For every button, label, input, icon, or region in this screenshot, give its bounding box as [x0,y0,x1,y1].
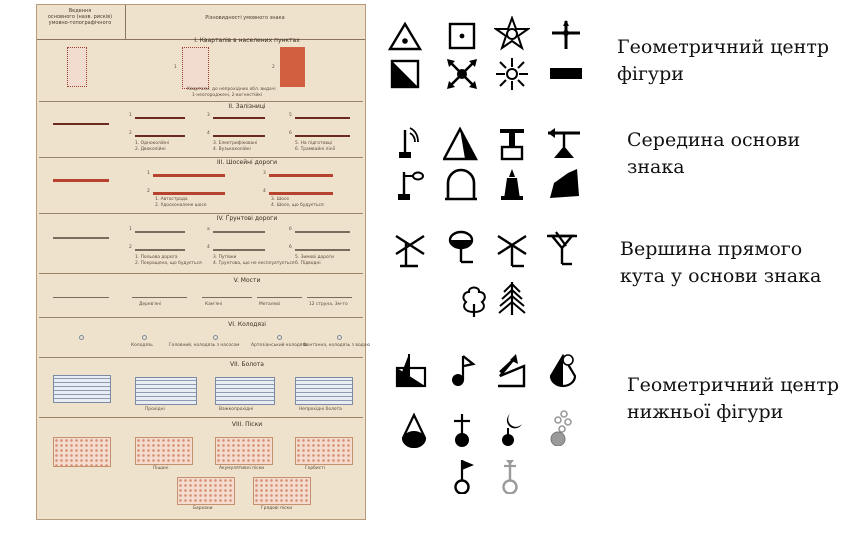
header-left-line: Ведення [68,8,92,14]
half-square-icon [387,56,423,92]
caption-line: знака [627,156,685,178]
sand-pattern [253,477,311,505]
radio-tower-icon [390,124,426,160]
triangle-dot-icon [387,18,423,54]
rail-label: 4. Вузькоколійні [213,147,251,152]
highway-label: 4. Шосе, що будується [271,203,324,208]
swamp-pattern [53,375,111,403]
section-divider [39,417,363,418]
sand-pattern [135,437,193,465]
sand-pattern [177,477,235,505]
cup-icon [443,230,479,266]
caption-geometric-center [617,34,829,88]
pillar-icon [494,126,530,162]
num-label: а [207,227,210,232]
quarter-note: Квартали: до непрохідних обл. видачі [187,87,276,92]
conifer-tree-icon [494,280,530,316]
section-divider [39,273,363,274]
caption-right-angle-vertex [620,236,821,290]
rail-label: 6. Трамвайні лінії [295,147,336,152]
monument-icon [494,166,530,202]
highway-line [153,192,225,195]
swamp-pattern [295,377,353,405]
sand-label: Горбисті [305,466,325,471]
num-label: 3 [263,171,266,176]
well-label: Колодязь [131,343,153,348]
well-dot [79,335,84,340]
section-divider [39,357,363,358]
section-divider [39,101,363,102]
legend-sheet-image [36,4,371,520]
teardrop-icon [396,412,432,448]
rail-label: 2. Двоколійні [135,147,166,152]
well-dot [142,335,147,340]
dirt-road-line [295,249,350,251]
quarter-block-red [280,47,305,87]
num-label: 5 [289,113,292,118]
gray-stand-icon [494,458,530,494]
dirt-road-line [295,231,350,233]
header-left-line: основного (назв. рисків) [47,14,113,20]
caption-line: кута у основи знака [620,265,822,287]
num-label: 4 [207,131,210,136]
highway-line [269,192,333,195]
bridge-line [307,297,352,298]
section-title-sands: VIII. Піски [231,421,263,428]
highway-line [53,179,109,182]
rail-line [295,117,350,119]
caption-line: Геометричний центр [617,36,830,58]
bridge-line [202,297,252,298]
rail-line [213,117,265,119]
arch-icon [443,166,479,202]
rail-line [295,135,350,137]
bridge-label: Дерев'яні [139,302,162,307]
caption-lower-figure-center [627,372,839,426]
rail-line [135,117,185,119]
star-circle-icon [494,16,530,52]
section-title-railways: II. Залізниці [228,103,266,110]
quarter-block-dotted [182,47,209,89]
well-dot [337,335,342,340]
lightning-arrow-icon [494,352,530,388]
highway-line [269,174,333,177]
bridge-label: Кам'яні [205,302,223,307]
bridge-line [53,297,109,298]
header-right: Різновидності умовного знака [205,15,285,21]
num-label: 4 [263,189,266,194]
gray-bubbles-icon [544,410,580,446]
black-shape-icon [546,166,582,202]
dirt-road-label: 4. Ґрунтова, що не експлуатується [213,261,295,266]
dirt-road-label: 3. Путівки [213,255,237,260]
num-label: 2 [272,65,275,70]
dirt-road-label: 5. Зимові дороги [295,255,334,260]
highway-line [153,174,225,177]
square-dot-icon [444,18,480,54]
num-label: б [289,227,292,232]
dirt-road-label: 1. Польова дорога [135,255,178,260]
highway-label: 2. Удосконалене шосе [155,203,207,208]
sand-pattern [215,437,273,465]
swamp-label: Прохідні [145,407,165,412]
sand-label: Акумулятивні піски [219,466,265,471]
well-label: Артезіанський колодязь [251,343,308,348]
section-title-wells: VI. Колодязі [228,321,266,328]
cross-arrow-icon [548,18,584,54]
section-title-bridges: V. Мости [233,277,261,284]
rail-line [53,123,109,125]
header-left [39,8,121,26]
cross-circle-icon [446,412,482,448]
flag-note-icon [446,352,482,388]
bridge-label: Металеві [259,302,281,307]
section-divider [39,317,363,318]
dirt-road-line [135,249,185,251]
swamp-label: Непрохідні болота [299,407,342,412]
flag-circle-icon [446,458,482,494]
num-label: 4 [207,245,210,250]
dirt-road-label: 2. Покращена, що будується [135,261,202,266]
well-label: Фонтанна, колодязь з водою [303,343,371,348]
rail-line [213,135,265,137]
bridge-line [257,297,302,298]
caption-line: фігури [617,63,684,85]
bridge-line [132,297,187,298]
dirt-road-line [53,237,109,239]
highway-label: 3. Шосе [271,197,290,202]
caption-line: нижньої фігури [627,401,784,423]
header-left-line: умовно-топографічного [48,20,112,26]
sun-ray-icon [494,56,530,92]
section-title-quarters: I. Кварталів в населених пунктах [194,37,300,44]
num-label: 1 [129,113,132,118]
swamp-pattern [135,377,197,405]
caption-line: Вершина прямого [620,238,803,260]
tent-icon [443,126,479,162]
moon-circle-icon [494,410,530,446]
well-dot [213,335,218,340]
quarter-note: 1-неогороджені, 2-вогнестійкі [192,93,263,98]
teardrop-half-icon [545,352,581,388]
dirt-road-line [213,231,265,233]
num-label: 2 [147,189,150,194]
dirt-road-line [135,231,185,233]
section-title-highways: III. Шосейні дороги [217,159,277,166]
deciduous-tree-icon [456,282,492,318]
windmill-icon [392,232,428,268]
rail-label: 5. На підготовці [295,141,333,146]
flag-pole-icon [392,166,428,202]
num-label: 3 [207,113,210,118]
bridge-arrow-icon [546,124,582,160]
rail-line [135,135,185,137]
quarter-block-dotted [67,47,87,87]
sand-label: Піщані [153,466,169,471]
rail-label: 1. Одноколійні [135,141,169,146]
highway-label: 1. Автострада [155,197,188,202]
num-label: 1 [129,227,132,232]
num-label: 6 [289,131,292,136]
rail-label: 3. Електрифіковані [213,141,258,146]
sheet-header [37,5,365,40]
sand-pattern [53,437,111,467]
mine-x-icon [444,56,480,92]
section-divider [39,157,363,158]
swamp-pattern [215,377,275,405]
caption-line: Геометричний центр [627,374,840,396]
swamp-label: Важкопрохідні [219,407,254,412]
num-label: 2 [129,131,132,136]
black-bar-icon [548,56,584,92]
well-label: Головний, колодязь з насосом [169,343,240,348]
sand-pattern [295,437,353,465]
header-divider [125,5,126,39]
bridge-label: 12 струна, 3м-то [309,302,348,307]
windmill-icon-2 [494,232,530,268]
sand-label: Грядові піски [261,506,293,511]
section-title-swamps: VII. Болота [230,361,264,368]
dirt-road-line [213,249,265,251]
sand-label: Бархани [193,506,213,511]
well-dot [277,335,282,340]
caption-line: Середина основи [627,129,801,151]
caption-base-middle [627,127,800,181]
num-label: 6 [289,245,292,250]
section-divider [39,213,363,214]
half-box-flag-icon [394,352,430,388]
num-label: 1 [147,171,150,176]
section-title-dirt-roads: IV. Ґрунтові дороги [216,215,278,222]
num-label: 2 [129,245,132,250]
dirt-road-label: 6. Підводні [295,261,321,266]
num-label: 1 [174,65,177,70]
tulip-icon [544,230,580,266]
